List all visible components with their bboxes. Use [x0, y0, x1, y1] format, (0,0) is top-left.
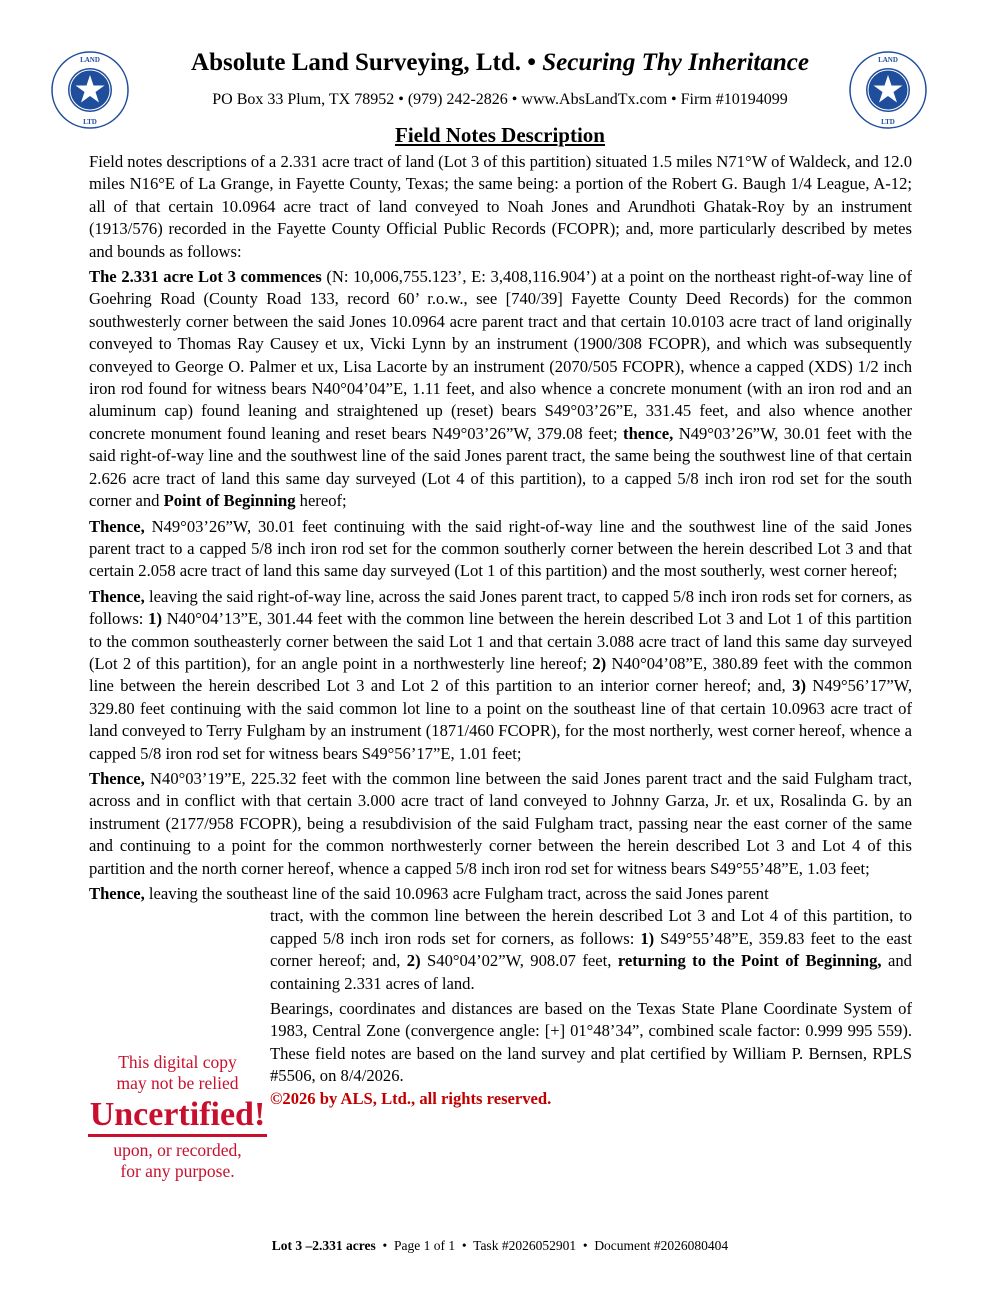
company-seal-left	[50, 50, 130, 130]
basis-paragraph	[270, 998, 912, 1110]
call-number: 2)	[592, 653, 607, 673]
thence-lead: Thence,	[89, 516, 145, 536]
thence-lead: Thence,	[89, 586, 145, 606]
basis-text: Bearings, coordinates and distances are based on the Texas State Plane Coordinate System of 1983, Central Zone (convergence angle: [+] 01°48’34”, combined scale factor: 0.999 995 559). These field notes are based on the land survey and plat certified by William P. Bernsen, RPLS #5506, on 8/4/2026.	[270, 999, 912, 1086]
company-header	[140, 48, 860, 78]
svg-text:LTD: LTD	[881, 118, 895, 126]
stamp-line-4: for any purpose.	[120, 1161, 235, 1181]
call-number: 2)	[406, 951, 421, 971]
footer-page: Page 1 of 1	[394, 1238, 456, 1253]
company-name: Absolute Land Surveying, Ltd.	[191, 49, 521, 76]
thence-lead: Thence,	[89, 884, 145, 903]
call-text: and containing 2.331 acres of land.	[270, 951, 912, 993]
call-text: tract, with the common line between the herein described Lot 3 and Lot 4 of this partition, to capped 5/8 inch iron rods set for corners, as follows:	[270, 906, 912, 948]
header-bullet: •	[527, 49, 536, 76]
call-paragraph-2	[89, 586, 912, 765]
call-paragraph-4-first-line	[89, 883, 912, 905]
page-footer: Lot 3 –2.331 acres • Page 1 of 1 • Task #2026052901 • Document #2026080404	[271, 1238, 729, 1253]
company-tagline: Securing Thy Inheritance	[542, 49, 809, 76]
return-to-pob: returning to the Point of Beginning,	[617, 951, 882, 971]
call-paragraph-1	[89, 516, 912, 583]
company-seal-right	[848, 50, 928, 130]
intro-paragraph: Field notes descriptions of a 2.331 acre tract of land (Lot 3 of this partition) situated 1.5 miles N71°W of Waldeck, and 12.0 miles N16°E of La Grange, in Fayette County, Texas; the same being: a portion of the Robert G. Baugh 1/4 League, A-12; all of that certain 10.0964 acre tract of land conveyed to Noah Jones and Arundhoti Ghatak-Roy by an instrument (1913/576) recorded in the Fayette County Official Public Records (FCOPR); and, more particularly described by metes and bounds as follows:	[89, 152, 912, 261]
stamp-uncertified: Uncertified!	[88, 1096, 268, 1137]
call-number: 1)	[640, 928, 655, 948]
call-text: N40°03’19”E, 225.32 feet with the common line between the said Jones parent tract and the said Fulgham tract, across and in conflict with that certain 3.000 acre tract of land conveyed to Johnny Garza, Jr. et ux, Rosalinda G. by an instrument (2177/958 FCOPR), being a resubdivision of the said Fulgham tract, passing near the east corner of the same and continuing to a point for the common northwesterly corner between the herein described Lot 3 and Lot 4 of this partition and the north corner hereof, whence a capped 5/8 inch iron rod set for witness bears S49°55’48”E, 1.03 feet;	[89, 768, 912, 878]
field-notes-body	[89, 151, 912, 1113]
call-number: 3)	[792, 676, 806, 696]
call-text: S49°55’48”E, 359.83 feet to the east corner hereof; and,	[270, 928, 912, 971]
call-text: N49°03’26”W, 30.01 feet continuing with the said right-of-way line and the southwest line of the said Jones parent tract to a capped 5/8 inch iron rod set for the common southerly corner between the herein described Lot 3 and that certain 2.058 acre tract of land this same day surveyed (Lot 1 of this partition) and the most southerly, west corner hereof;	[89, 516, 912, 581]
commence-text-a: (N: 10,006,755.123’, E: 3,408,116.904’) at a point on the northeast right-of-way line of Goehring Road (County Road 133, record 60’ r.o.w., see [740/39] Fayette County Deed Records) for the common southwesterly corner between the said Jones 10.0964 acre parent tract and that certain 10.0103 acre tract of land originally conveyed to Thomas Ray Causey et ux, Vicki Lynn by an instrument (1900/308 FCOPR), and which was subsequently conveyed to George O. Palmer et ux, Lisa Lacorte by an instrument (2070/505 FCOPR), whence a capped (XDS) 1/2 inch iron rod found for witness bears N40°04’04”E, 1.11 feet, and also whence a concrete monument (with an iron rod and an aluminum cap) found leaning and straightened up (reset) bears S49°03’26”E, 331.45 feet, and also whence another concrete monument found leaning and reset bears N49°03’26”W, 379.08 feet;	[89, 267, 912, 443]
call-text: leaving the said right-of-way line, across the said Jones parent tract, to capped 5/8 inch iron rods set for corners, as follows:	[89, 586, 912, 629]
footer-document: Document #2026080404	[594, 1238, 729, 1253]
svg-text:LAND: LAND	[878, 56, 898, 64]
call-paragraph-4	[270, 905, 912, 995]
commence-text-b: N49°03’26”W, 30.01 feet with the said right-of-way line and the southwest line of the said Jones parent tract, the same being the southwest line of that certain 2.626 acre tract of land this same day surveyed (Lot 4 of this partition), to a capped 5/8 inch iron rod set for the south corner and	[89, 423, 912, 511]
stamp-line-1: This digital copy	[118, 1052, 237, 1072]
call-number: 1)	[148, 609, 162, 629]
commence-text-c: hereof;	[295, 491, 347, 511]
commence-lead: The 2.331 acre Lot 3 commences	[89, 267, 322, 287]
commence-thence: thence,	[623, 423, 674, 443]
stamp-line-3: upon, or recorded,	[113, 1140, 242, 1160]
stamp-line-2: may not be relied	[116, 1073, 239, 1093]
page-title: Field Notes Description	[395, 123, 605, 147]
footer-lot: Lot 3 –2.331 acres	[271, 1238, 376, 1253]
call-text: N49°56’17”W, 329.80 feet continuing with the said common lot line to a point on the southeast line of that certain 10.0963 acre tract of land conveyed to Terry Fulgham by an instrument (1871/460 FCOPR), for the most northerly, west corner hereof, whence a capped 5/8 iron rod set for witness bears S49°56’17”E, 1.01 feet;	[89, 676, 912, 763]
call-paragraph-3	[89, 768, 912, 880]
call-text: S40°04’02”W, 908.07 feet,	[420, 951, 612, 971]
copyright-notice: ©2026 by ALS, Ltd., all rights reserved.	[270, 1088, 552, 1108]
call-text: N40°04’13”E, 301.44 feet with the common line between the herein described Lot 3 and Lot 1 of this partition to the common southeasterly corner between the said Lot 1 and that certain 3.088 acre tract of land this same day surveyed (Lot 2 of this partition), for an angle point in a northwesterly line hereof;	[89, 609, 912, 673]
uncertified-stamp	[70, 1052, 285, 1182]
company-address: PO Box 33 Plum, TX 78952 • (979) 242-2826 • www.AbsLandTx.com • Firm #10194099	[212, 91, 788, 108]
point-of-beginning: Point of Beginning	[163, 491, 296, 511]
commencement-paragraph	[89, 266, 912, 512]
footer-task: Task #2026052901	[473, 1238, 577, 1253]
thence-lead: Thence,	[89, 768, 145, 788]
svg-text:LAND: LAND	[80, 56, 100, 64]
call-text: leaving the southeast line of the said 10.0963 acre Fulgham tract, across the said Jones parent	[144, 884, 769, 903]
svg-text:LTD: LTD	[83, 118, 97, 126]
call-text: N40°04’08”E, 380.89 feet with the common line between the herein described Lot 3 and Lot 2 of this partition to an interior corner hereof; and,	[89, 653, 912, 696]
